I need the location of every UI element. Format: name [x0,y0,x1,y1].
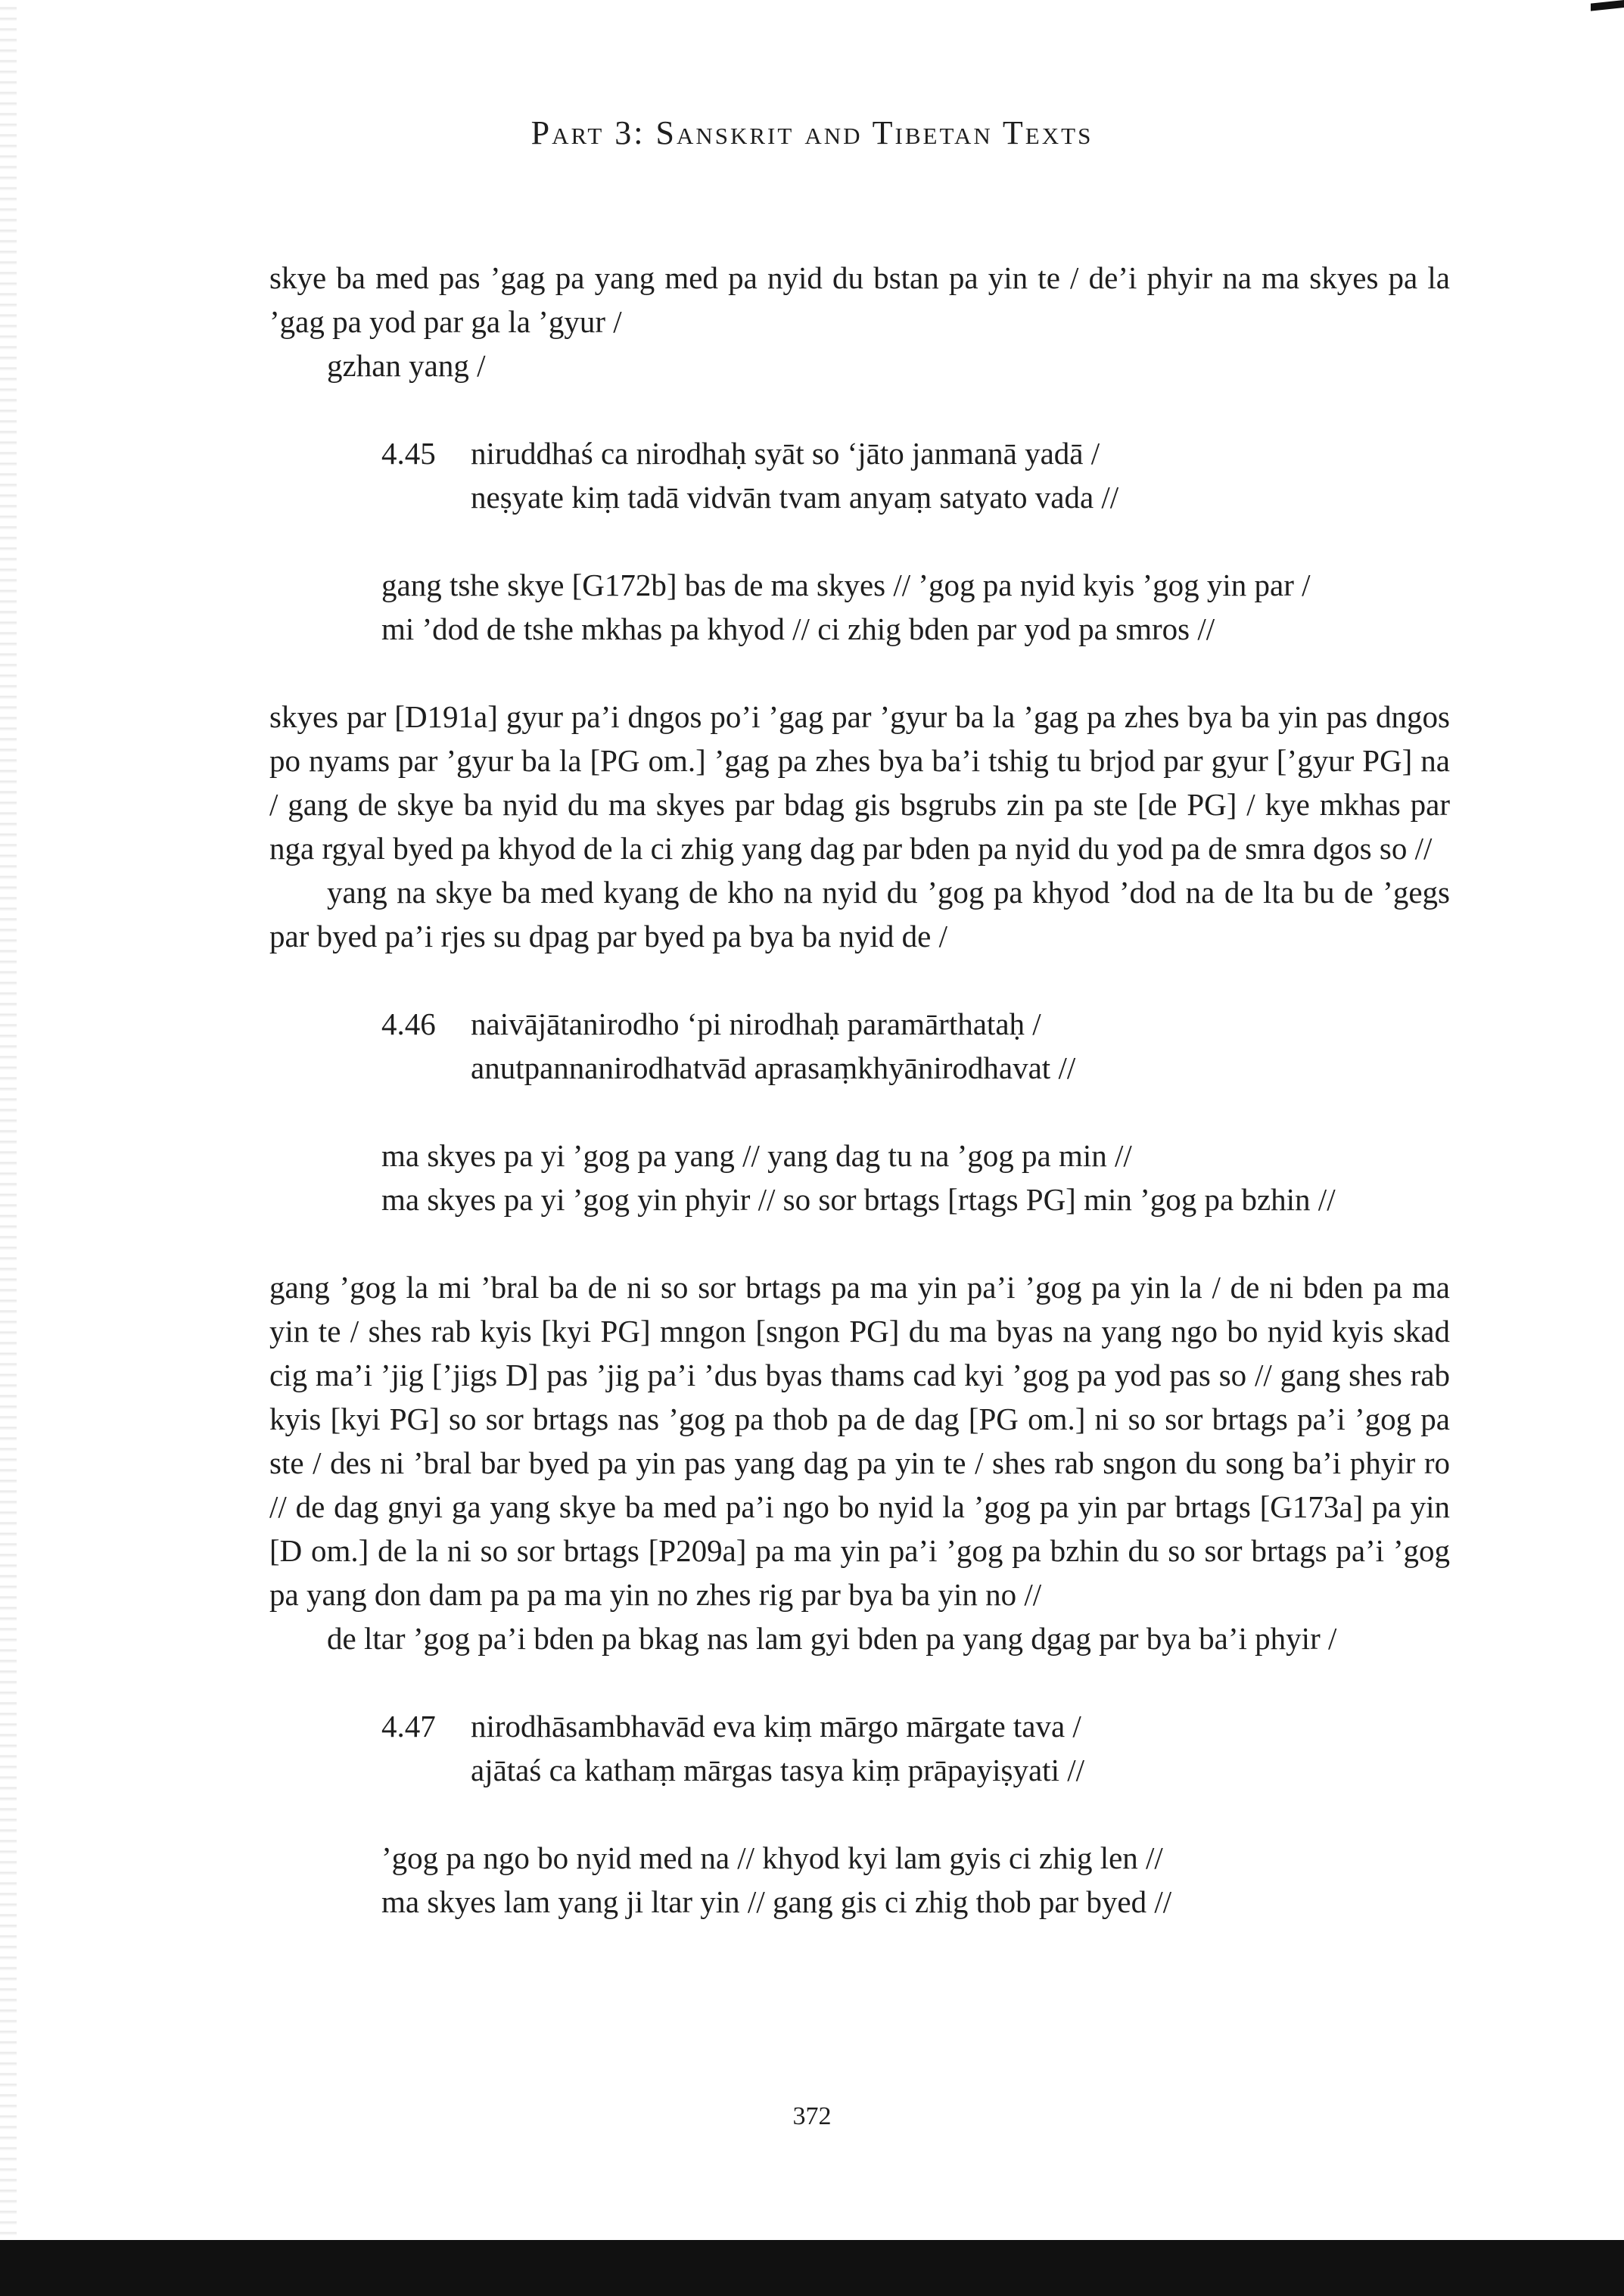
verse-line: ajātaś ca kathaṃ mārgas tasya kiṃ prāpayiṣyati // [471,1753,1084,1787]
verse-4-46-tibetan [269,1134,1450,1221]
paragraph-6: de ltar ’gog pa’i bden pa bkag nas lam gyi bden pa yang dgag par bya ba’i phyir / [327,1621,1337,1656]
verse-4-47-sanskrit [269,1704,1450,1792]
verse-line: niruddhaś ca nirodhaḥ syāt so ‘jāto janmanā yadā / [471,436,1100,471]
paragraph-2: gzhan yang / [327,348,486,383]
verse-line: naivājātanirodho ‘pi nirodhaḥ paramārthataḥ / [471,1006,1041,1041]
paragraph-3: skyes par [D191a] gyur pa’i dngos po’i ’gag par ’gyur ba la ’gag pa zhes bya ba yin pas dngos po nyams par ’gyur ba la [PG om.] ’gag pa zhes bya ba’i tshig tu brjod par gyur [’gyur PG] na / gang de skye ba nyid du ma skyes par bdag gis bsgrubs zin pa ste [de PG] / kye mkhas par nga rgyal byed pa khyod de la ci zhig yang dag par bden pa nyid du yod pa de smra dgos so // [269,699,1450,866]
tibetan-line: ma skyes pa yi ’gog pa yang // yang dag tu na ’gog pa min // [381,1138,1132,1173]
tibetan-line: gang tshe skye [G172b] bas de ma skyes // ’gog pa nyid kyis ’gog yin par / [381,568,1311,602]
scan-bottom-bar [0,2240,1624,2296]
tibetan-line: ’gog pa ngo bo nyid med na // khyod kyi lam gyis ci zhig len // [381,1840,1163,1875]
scan-edge [0,0,17,2240]
verse-line: anutpannanirodhatvād aprasaṃkhyānirodhavat // [471,1050,1076,1085]
tibetan-line: ma skyes lam yang ji ltar yin // gang gis ci zhig thob par byed // [381,1884,1172,1919]
paragraph-1: skye ba med pas ’gag pa yang med pa nyid du bstan pa yin te / de’i phyir na ma skyes pa la ’gag pa yod par ga la ’gyur / [269,260,1450,339]
page-number: 372 [792,2102,832,2130]
verse-4-45-tibetan [269,563,1450,651]
tibetan-line: mi ’dod de tshe mkhas pa khyod // ci zhig bden par yod pa smros // [381,611,1215,646]
verse-4-47-tibetan [269,1836,1450,1924]
verse-line: neṣyate kiṃ tadā vidvān tvam anyaṃ satyato vada // [471,480,1119,515]
verse-line: nirodhāsambhavād eva kiṃ mārgo mārgate tava / [471,1709,1081,1744]
verse-4-45-sanskrit [269,431,1450,519]
scan-corner-mark [1591,0,1624,11]
verse-number: 4.45 [381,436,436,471]
paragraph-5: gang ’gog la mi ’bral ba de ni so sor brtags pa ma yin pa’i ’gog pa yin la / de ni bden pa ma yin te / shes rab kyis [kyi PG] mngon [sngon PG] du ma byas na yang ngo bo nyid kyis skad cig ma’i ’jig [’jigs D] pas ’jig pa’i ’dus byas thams cad kyi ’gog pa yod pas so // gang shes rab kyis [kyi PG] so sor brtags nas ’gog pa thob pa de dag [PG om.] ni so sor brtags pa’i ’gog pa ste / des ni ’bral bar byed pa yin pas yang dag pa yin te / shes rab sngon du song ba’i phyir ro // de dag gnyi ga yang skye ba med pa’i ngo bo nyid la ’gog pa yin par brtags [G173a] pa yin [D om.] de la ni so sor brtags [P209a] pa ma yin pa’i ’gog pa bzhin du so sor brtags pa’i ’gog pa yang don dam pa pa ma yin no zhes rig par bya ba yin no // [269,1270,1450,1612]
verse-4-46-sanskrit [269,1002,1450,1090]
tibetan-line: ma skyes pa yi ’gog yin phyir // so sor brtags [rtags PG] min ’gog pa bzhin // [381,1182,1336,1217]
verse-number: 4.46 [381,1006,436,1041]
running-head: Part 3: Sanskrit and Tibetan Texts [530,114,1094,151]
verse-number: 4.47 [381,1709,436,1744]
paragraph-4: yang na skye ba med kyang de kho na nyid du ’gog pa khyod ’dod na de lta bu de ’gegs par byed pa’i rjes su dpag par byed pa bya ba nyid de / [269,875,1450,954]
body-text [269,256,1450,1924]
